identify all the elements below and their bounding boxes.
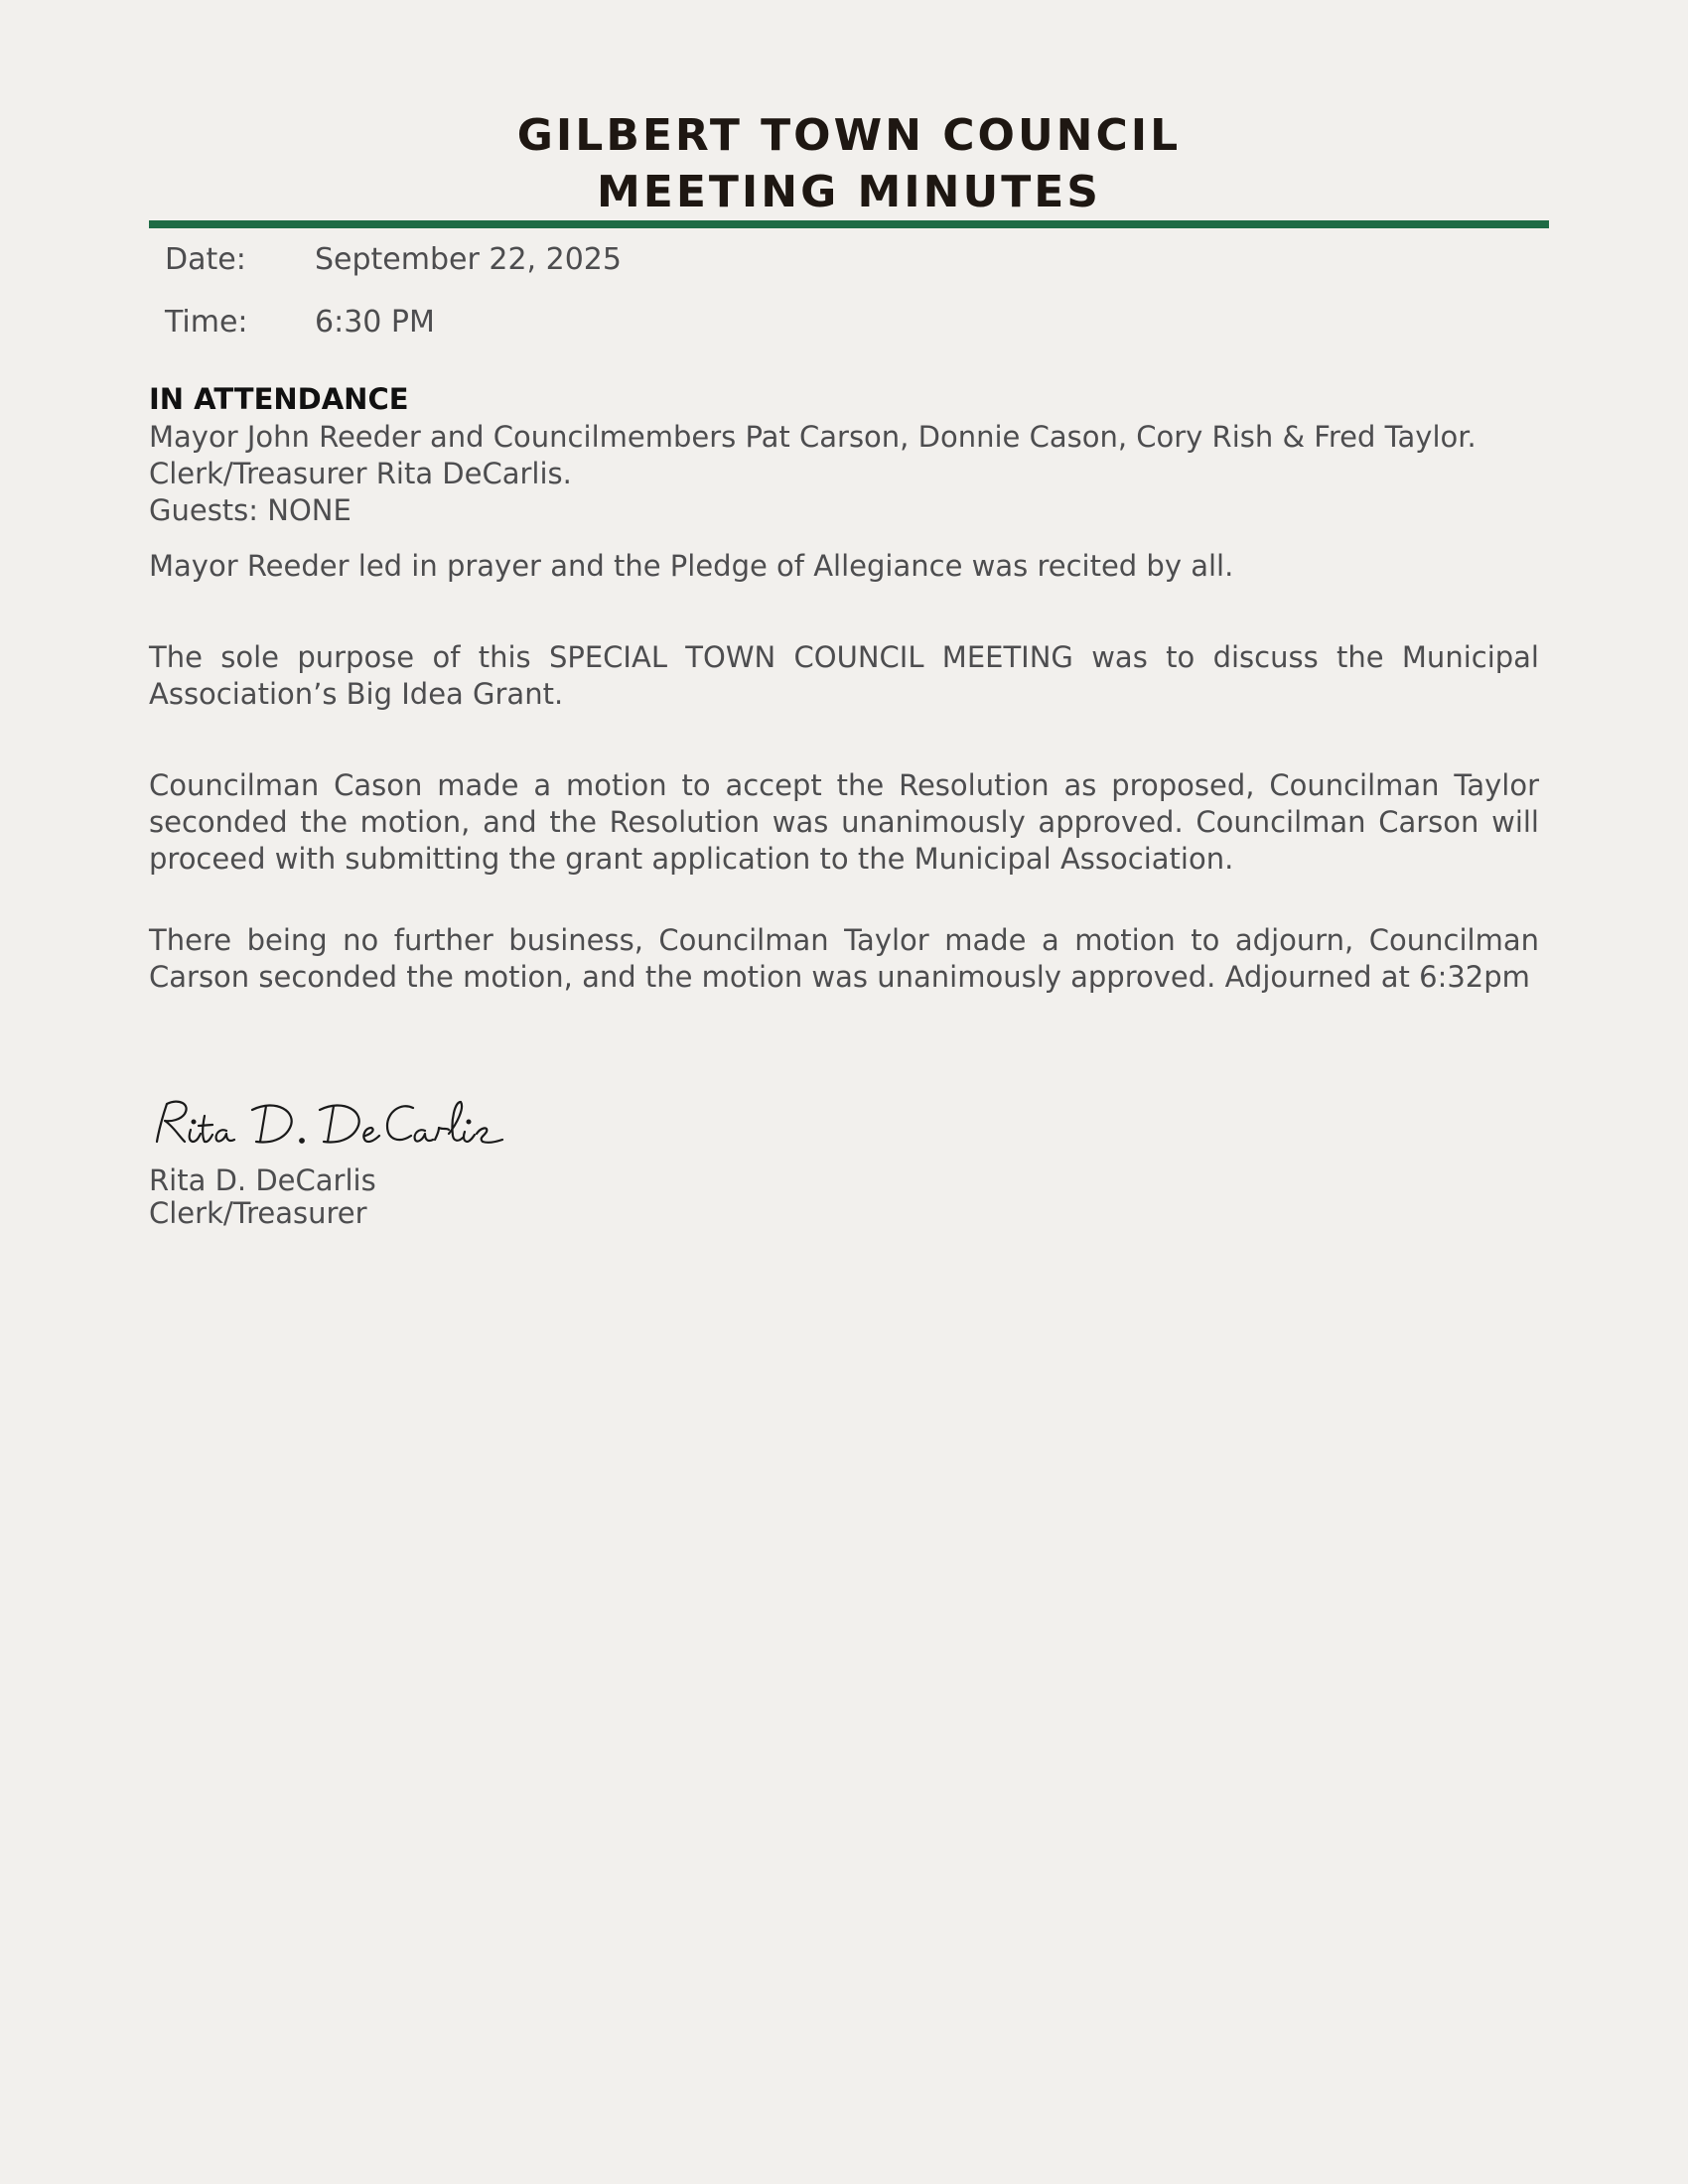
title-line-minutes: MEETING MINUTES bbox=[596, 167, 1101, 217]
handwritten-signature bbox=[145, 1090, 512, 1160]
title-divider bbox=[149, 220, 1549, 228]
signer-title: Clerk/Treasurer bbox=[149, 1196, 367, 1230]
attendance-members: Mayor John Reeder and Councilmembers Pat Carson, Donnie Cason, Cory Rish & Fred Taylor. bbox=[149, 420, 1477, 454]
attendance-guests: Guests: NONE bbox=[149, 493, 352, 527]
date-label: Date: bbox=[165, 242, 246, 277]
date-value: September 22, 2025 bbox=[315, 242, 622, 277]
adjournment-paragraph: There being no further business, Councilman Taylor made a motion to adjourn, Councilman Carson seconded the motion, and the motion was unanimously approved. Adjourned at 6:32pm bbox=[149, 923, 1539, 994]
time-label: Time: bbox=[165, 305, 248, 340]
motion-paragraph: Councilman Cason made a motion to accept the Resolution as proposed, Councilman Taylor seconded the motion, and the Resolution was unanimously approved. Councilman Carson will proceed with submitting the grant application to the Municipal Association. bbox=[149, 768, 1539, 876]
title-line-council: GILBERT TOWN COUNCIL bbox=[516, 110, 1182, 161]
attendance-heading: IN ATTENDANCE bbox=[149, 382, 409, 416]
document-title bbox=[149, 107, 1549, 220]
purpose-paragraph: The sole purpose of this SPECIAL TOWN COUNCIL MEETING was to discuss the Municipal Association’s Big Idea Grant. bbox=[149, 640, 1539, 711]
attendance-clerk: Clerk/Treasurer Rita DeCarlis. bbox=[149, 457, 572, 490]
attendance-block bbox=[149, 419, 1539, 529]
time-value: 6:30 PM bbox=[315, 305, 435, 340]
prayer-paragraph: Mayor Reeder led in prayer and the Pledge of Allegiance was recited by all. bbox=[149, 549, 1234, 583]
meeting-date-row bbox=[165, 242, 622, 278]
meeting-time-row bbox=[165, 305, 435, 341]
signer-name: Rita D. DeCarlis bbox=[149, 1163, 376, 1197]
signature-block bbox=[149, 1164, 376, 1230]
